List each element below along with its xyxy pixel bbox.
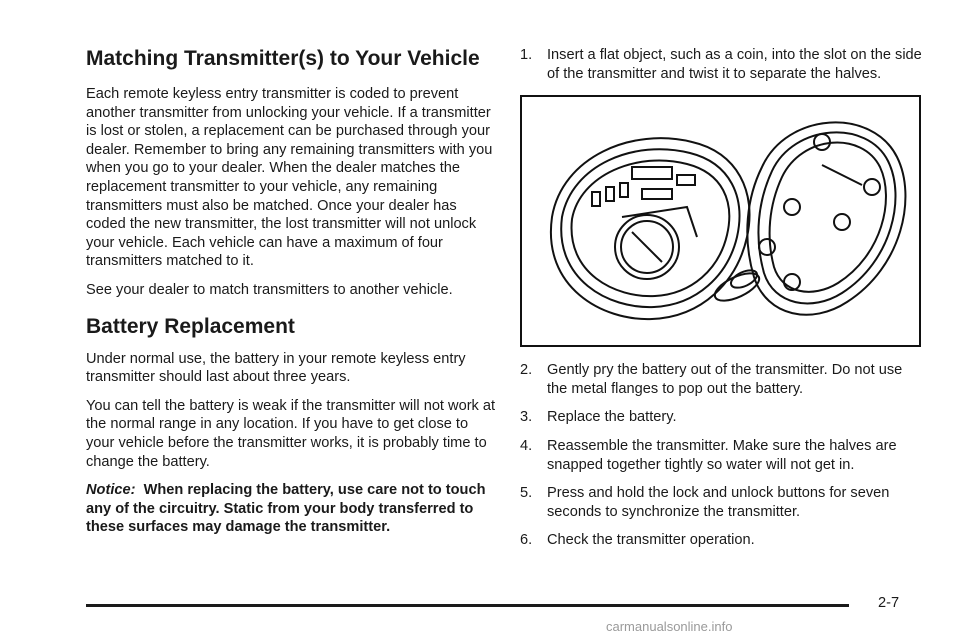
right-column — [520, 46, 925, 560]
step-number: 6. — [520, 532, 533, 549]
left-column — [86, 44, 496, 547]
footer-rule — [86, 604, 849, 607]
steps-list-a — [520, 46, 925, 83]
step-text: Press and hold the lock and unlock buttons for seven seconds to synchronize the transmitter. — [547, 485, 890, 520]
step-item — [520, 484, 925, 521]
paragraph-battery-life: Under normal use, the battery in your remote keyless entry transmitter should last about three years. — [86, 350, 466, 386]
section-heading-battery: Battery Replacement — [86, 314, 295, 338]
step-item — [520, 437, 925, 474]
step-number: 3. — [520, 409, 533, 426]
step-text: Insert a flat object, such as a coin, into the slot on the side of the transmitter and twist it to separate the halves. — [547, 47, 922, 82]
step-item — [520, 408, 925, 427]
step-item — [520, 361, 925, 398]
step-number: 1. — [520, 47, 533, 63]
step-text: Replace the battery. — [547, 409, 677, 426]
watermark: carmanualsonline.info — [606, 619, 733, 634]
step-item — [520, 46, 925, 83]
step-number: 5. — [520, 485, 533, 502]
step-text: Gently pry the battery out of the transmitter. Do not use the metal flanges to pop out the battery. — [547, 362, 903, 397]
step-text: Reassemble the transmitter. Make sure the halves are snapped together tightly so water will not get in. — [547, 437, 897, 473]
transmitter-open-icon — [522, 97, 919, 345]
page-number: 2-7 — [878, 595, 900, 611]
section-heading-matching: Matching Transmitter(s) to Your Vehicle — [86, 47, 480, 70]
step-number: 2. — [520, 362, 533, 379]
transmitter-illustration — [520, 95, 921, 347]
notice-label: Notice: — [86, 482, 136, 499]
steps-list-b — [520, 361, 925, 550]
step-item — [520, 531, 925, 550]
paragraph-battery-weak: You can tell the battery is weak if the transmitter will not work at the normal range in any location. If you have to get close to your vehicle before the transmitter works, it is probably time to change the battery. — [86, 397, 496, 470]
paragraph-matching-intro: Each remote keyless entry transmitter is coded to prevent another transmitter from unlocking your vehicle. If a transmitter is lost or stolen, a replacement can be purchased through your dealer. Remember to bring any remaining transmitters with you when you go to your dealer. When the dealer matches the replacement transmitter to your vehicle, any remaining transmitters must also be matched. Once your dealer has coded the new transmitter, the lost transmitter will not unlock your vehicle. Each vehicle can have a maximum of four transmitters matched to it. — [86, 86, 493, 270]
paragraph-see-dealer: See your dealer to match transmitters to another vehicle. — [86, 281, 453, 298]
notice-paragraph — [86, 481, 496, 537]
step-text: Check the transmitter operation. — [547, 532, 755, 549]
step-number: 4. — [520, 437, 533, 454]
notice-text: When replacing the battery, use care not to touch any of the circuitry. Static from your body transferred to these surfaces may damage the transmitter. — [86, 482, 486, 536]
